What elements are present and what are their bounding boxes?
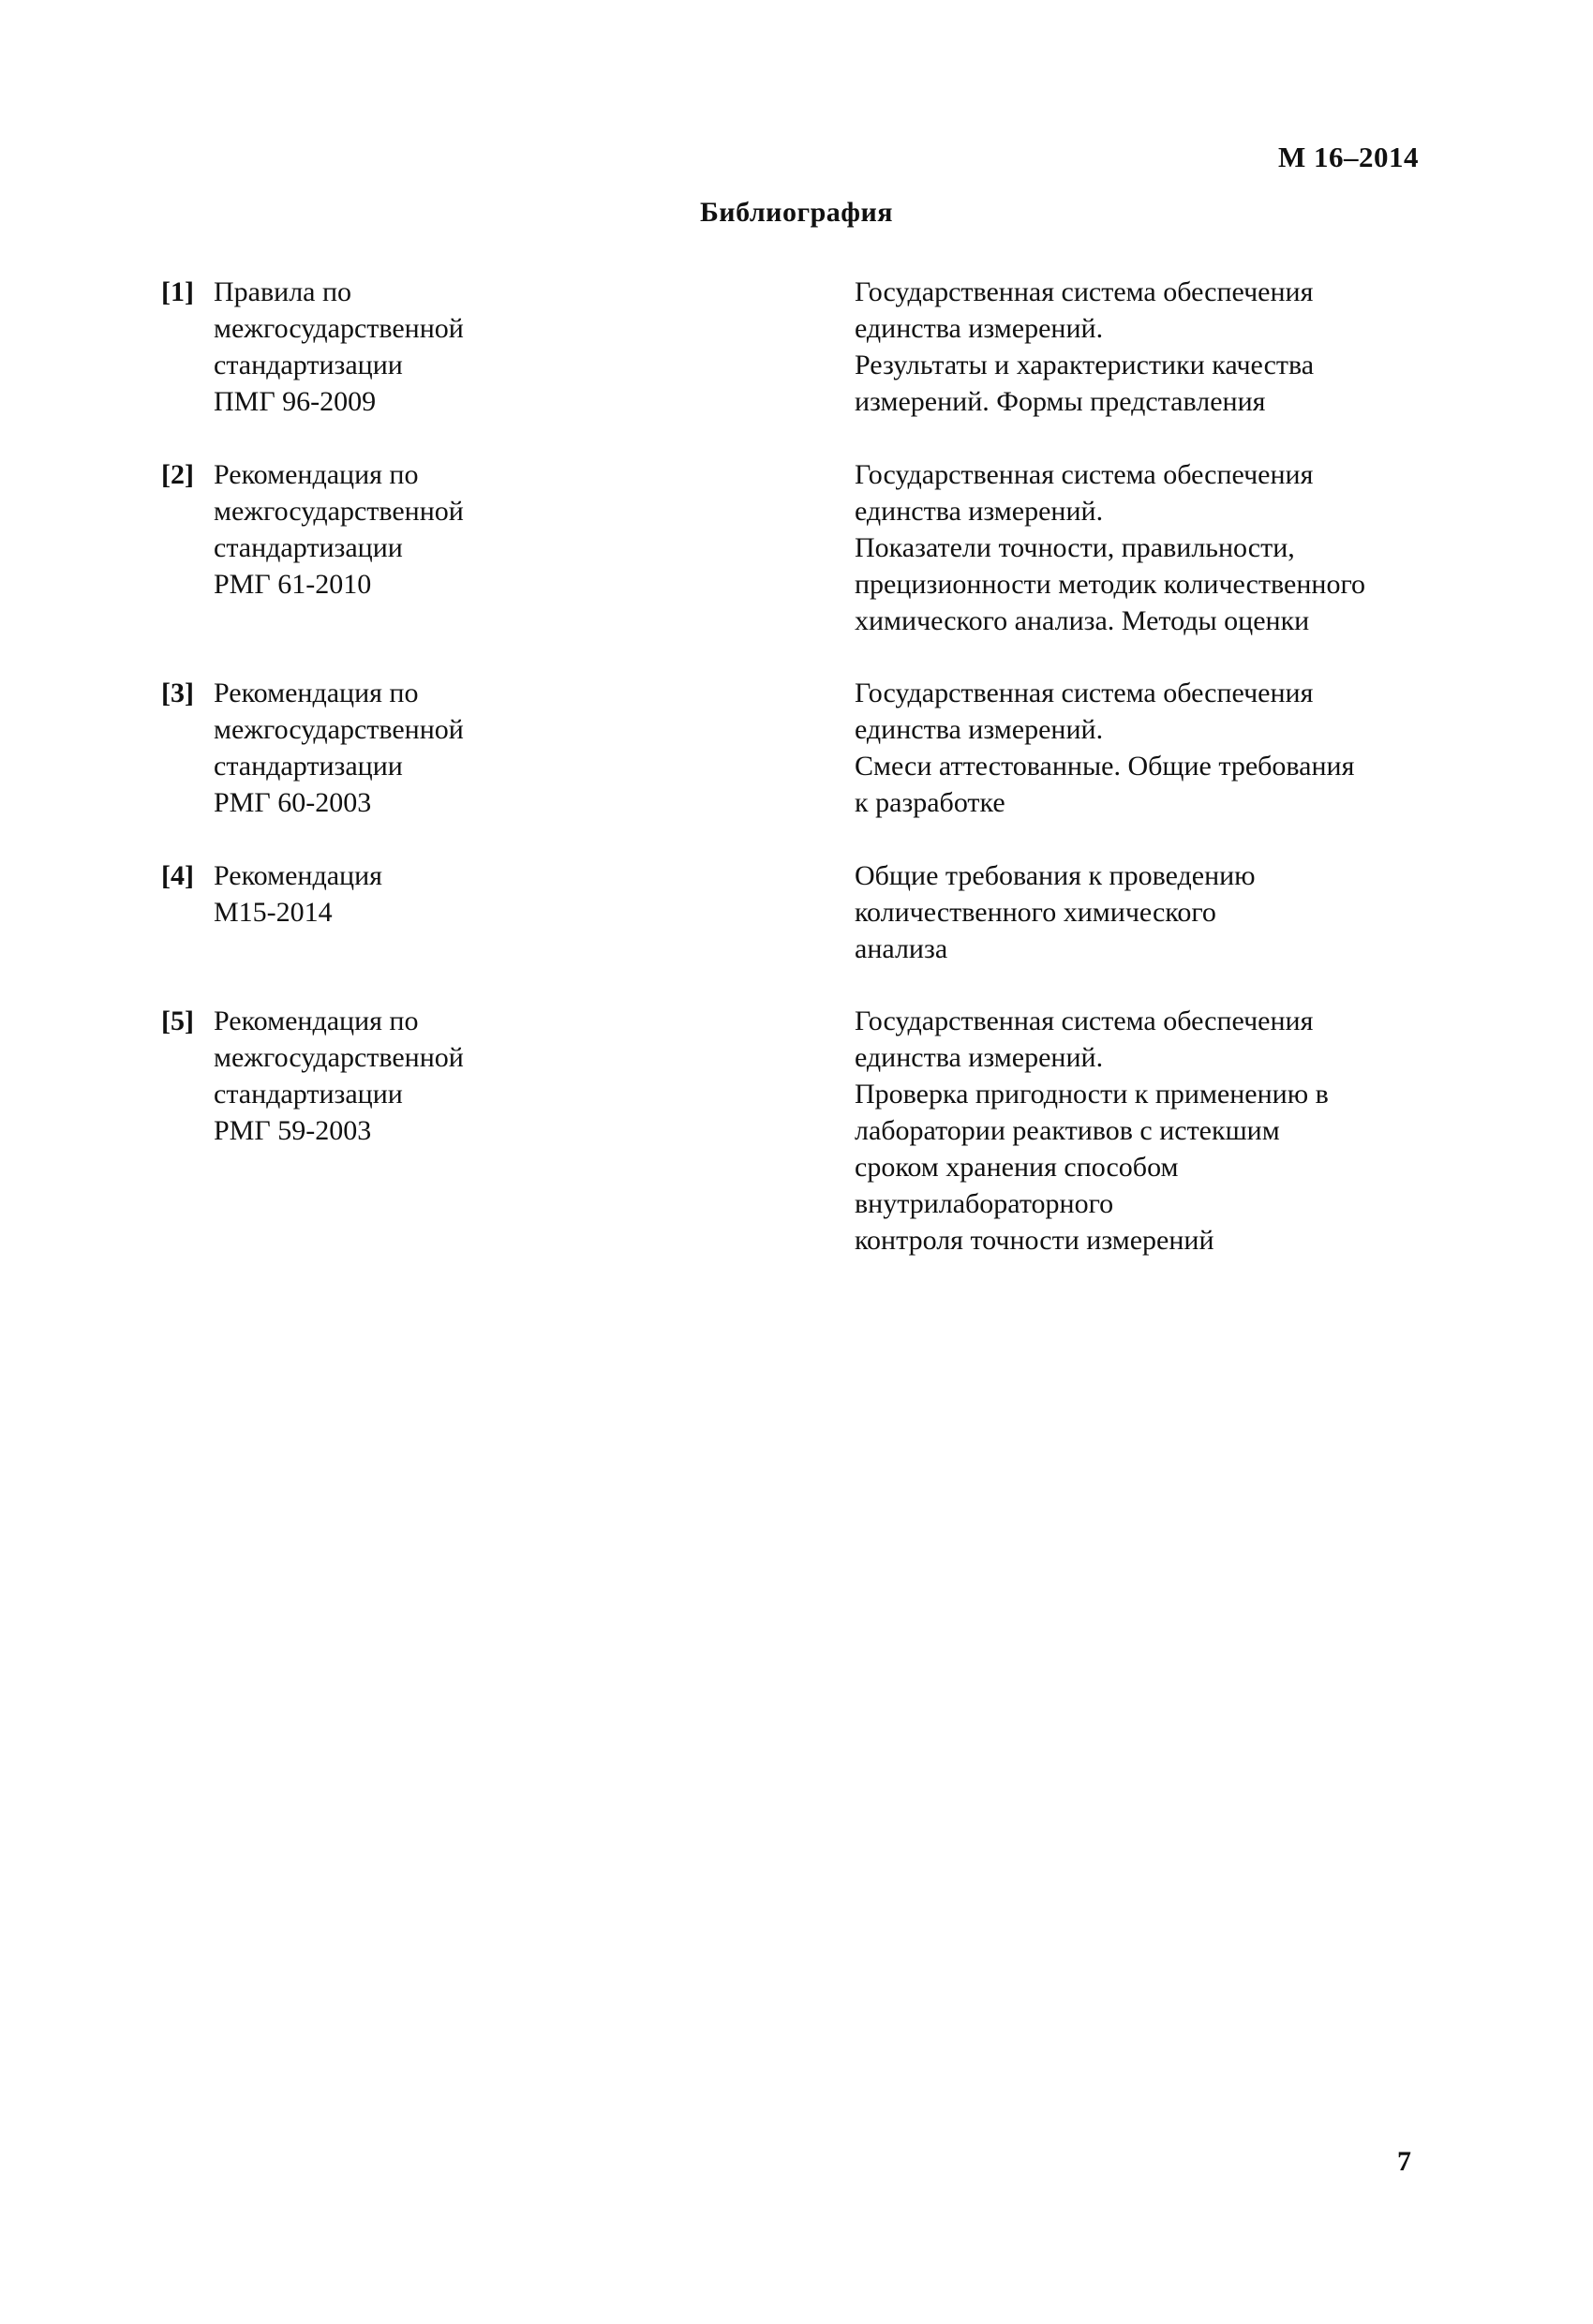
- entry-number: [4]: [161, 860, 194, 891]
- entry-number: [5]: [161, 1006, 194, 1036]
- entry-source: Рекомендация по межгосударственной стандартизации РМГ 59-2003: [214, 1006, 464, 1146]
- entry-source: Рекомендация по межгосударственной стандартизации РМГ 61-2010: [214, 459, 464, 600]
- entry-description: Общие требования к проведению количественного химического анализа: [855, 860, 1256, 964]
- entry-description: Государственная система обеспечения единства измерений. Результаты и характеристики качества измерений. Формы представления: [855, 276, 1315, 417]
- entry-description: Государственная система обеспечения единства измерений. Проверка пригодности к применению в лаборатории реактивов с истекшим сроком хранения способом внутрилабораторного контроля точности измерений: [855, 1006, 1329, 1256]
- entry-number: [3]: [161, 678, 194, 708]
- entry-number: [1]: [161, 276, 194, 307]
- entry-number: [2]: [161, 459, 194, 490]
- entry-source: Правила по межгосударственной стандартизации ПМГ 96-2009: [214, 276, 464, 417]
- page-number: 7: [1397, 2146, 1411, 2177]
- page-title: Библиография: [699, 197, 894, 228]
- entry-description: Государственная система обеспечения единства измерений. Смеси аттестованные. Общие требования к разработке: [855, 678, 1355, 818]
- entry-source: Рекомендация по межгосударственной стандартизации РМГ 60-2003: [214, 678, 464, 818]
- entry-description: Государственная система обеспечения единства измерений. Показатели точности, правильности, прецизионности методик количественного химического анализа. Методы оценки: [855, 459, 1365, 636]
- entry-source: Рекомендация М15-2014: [214, 860, 382, 928]
- document-code: М 16–2014: [1277, 141, 1419, 173]
